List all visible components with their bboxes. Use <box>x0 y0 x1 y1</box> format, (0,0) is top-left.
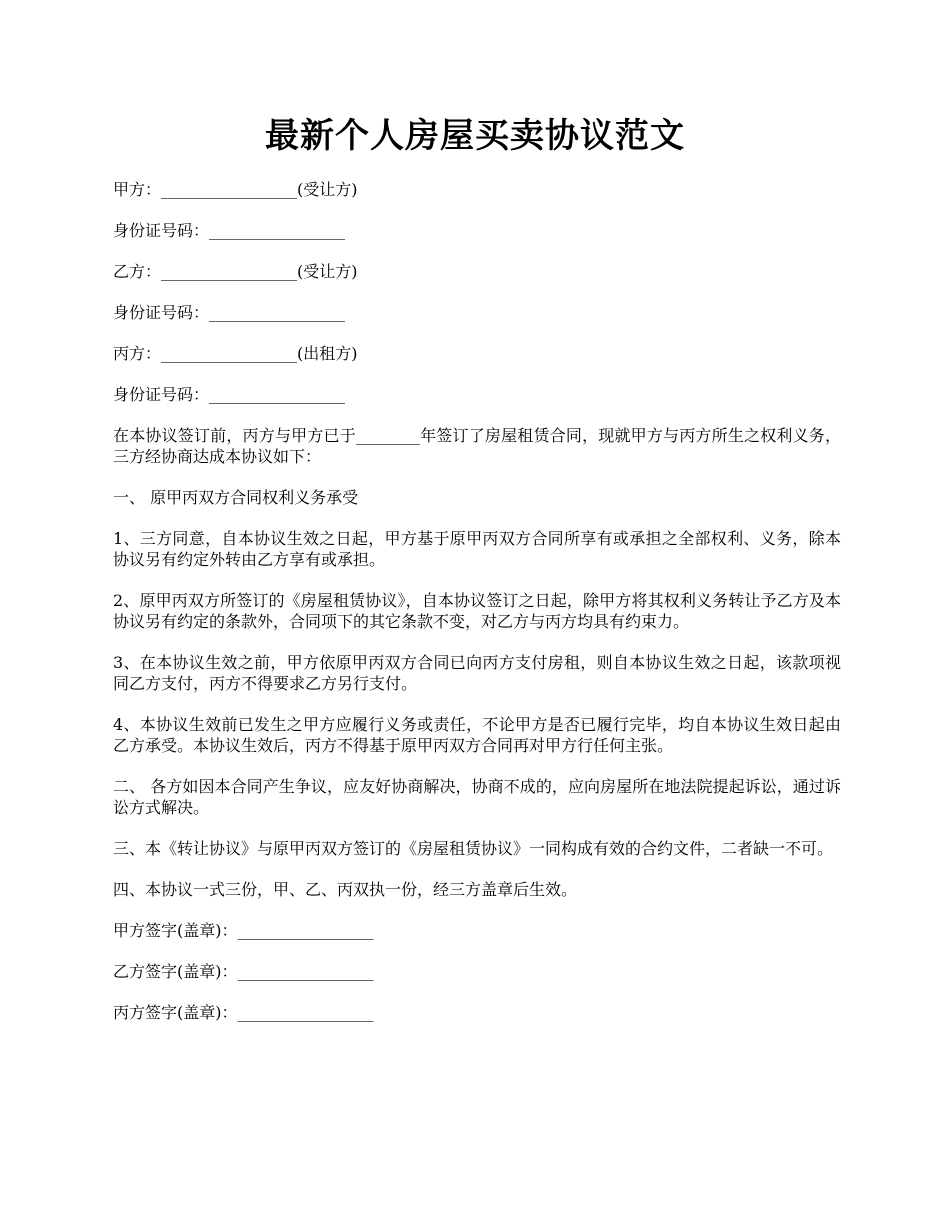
party-c-id-line: 身份证号码：_________________ <box>113 385 346 404</box>
clause-1-1: 1、三方同意，自本协议生效之日起，甲方基于原甲丙双方合同所享有或承担之全部权利、义务，除本协议另有约定外转由乙方享有或承担。 <box>113 529 841 569</box>
clause-1-4: 4、本协议生效前已发生之甲方应履行义务或责任，不论甲方是否已履行完毕，均自本协议生效日起由乙方承受。本协议生效后，丙方不得基于原甲丙双方合同再对甲方行任何主张。 <box>113 715 841 755</box>
section-1-heading: 一、 原甲丙双方合同权利义务承受 <box>113 488 359 507</box>
party-a-line: 甲方：_________________(受让方) <box>113 180 358 199</box>
party-a-signature-line: 甲方签字(盖章)：_________________ <box>113 921 374 940</box>
party-c-line: 丙方：_________________(出租方) <box>113 344 358 363</box>
clause-1-3: 3、在本协议生效之前，甲方依原甲丙双方合同已向丙方支付房租，则自本协议生效之日起，该款项视同乙方支付，丙方不得要求乙方另行支付。 <box>113 653 841 693</box>
document-title: 最新个人房屋买卖协议范文 <box>265 116 685 156</box>
section-4-paragraph: 四、本协议一式三份，甲、乙、丙双执一份，经三方盖章后生效。 <box>113 880 578 899</box>
party-b-line: 乙方：_________________(受让方) <box>113 262 358 281</box>
clause-1-2: 2、原甲丙双方所签订的《房屋租赁协议》，自本协议签订之日起，除甲方将其权利义务转让予乙方及本协议另有约定的条款外，合同项下的其它条款不变，对乙方与丙方均具有约束力。 <box>113 591 841 631</box>
section-3-paragraph: 三、本《转让协议》与原甲丙双方签订的《房屋租赁协议》一同构成有效的合约文件，二者缺一不可。 <box>113 839 834 858</box>
document-body <box>113 179 841 1043</box>
section-2-paragraph: 二、 各方如因本合同产生争议，应友好协商解决，协商不成的，应向房屋所在地法院提起诉讼，通过诉讼方式解决。 <box>113 777 841 817</box>
party-b-id-line: 身份证号码：_________________ <box>113 303 346 322</box>
party-a-id-line: 身份证号码：_________________ <box>113 221 346 240</box>
party-b-signature-line: 乙方签字(盖章)：_________________ <box>113 962 374 981</box>
party-c-signature-line: 丙方签字(盖章)：_________________ <box>113 1003 374 1022</box>
preamble-paragraph: 在本协议签订前，丙方与甲方已于________年签订了房屋租赁合同，现就甲方与丙方所生之权利义务，三方经协商达成本协议如下： <box>113 426 841 466</box>
